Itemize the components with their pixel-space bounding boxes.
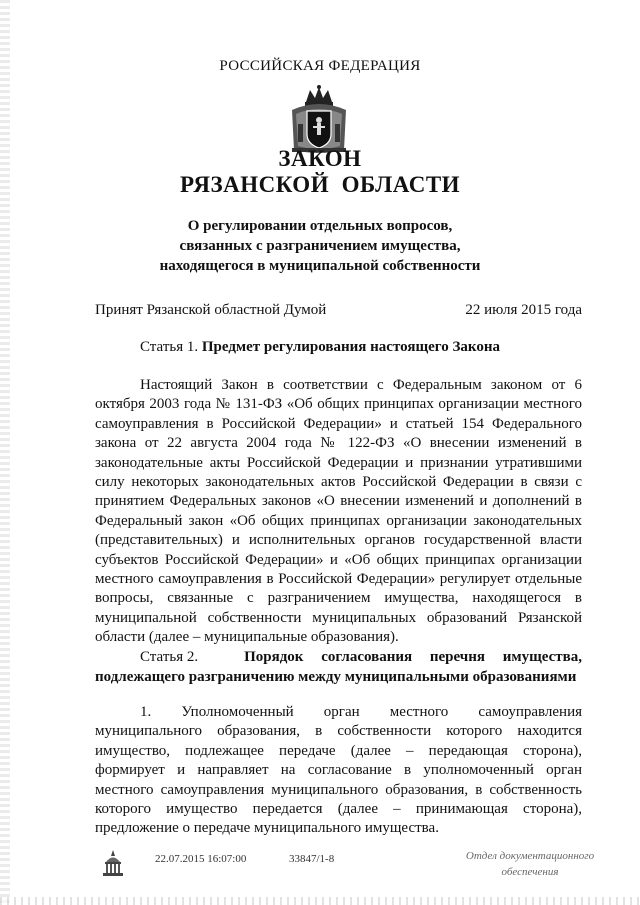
article-label: Статья 2. (140, 649, 199, 665)
scan-edge-bottom (0, 897, 640, 905)
subject-line: О регулировании отдельных вопросов, (187, 218, 453, 234)
footer-datetime: 22.07.2015 16:07:00 (155, 853, 247, 865)
article-2-clause-1: 1. Уполномоченный орган местного самоуправления муниципального образования, в собственности которого находится имущество, подлежащее передаче (далее – передающая сторона), формирует и направляет на согласование в уполномоченный орган местного самоуправления муниципального образования, в собственность которого имущество передается (далее – принимающая сторона), предложение о передаче муниципального имущества. (95, 704, 582, 837)
footer-doc-number: 33847/1-8 (289, 853, 335, 865)
article-2-heading (95, 647, 582, 687)
article-label: Статья 1. (140, 339, 202, 355)
country-heading: РОССИЙСКАЯ ФЕДЕРАЦИЯ (219, 58, 421, 74)
article-title-part2: подлежащего разграничению между муниципальными образованиями (95, 669, 577, 685)
law-subject (0, 216, 640, 276)
article-title: Предмет регулирования настоящего Закона (201, 339, 500, 355)
law-title (0, 146, 640, 198)
stamp-line: Отдел документационного (465, 850, 595, 862)
article-1-text: Настоящий Закон в соответствии с Федеральным законом от 6 октября 2003 года № 131-ФЗ «Об общих принципах организации местного самоуправления в Российской Федерации» и статьей 154 Федерального закона от 22 августа 2004 года № 122-ФЗ «О внесении изменений в законодательные акты Российской Федерации и признании утратившими силу некоторых законодательных актов Российской Федерации в связи с принятием Федеральных законов «О внесении изменений и дополнений в Федеральный закон «Об общих принципах организации законодательных (представительных) и исполнительных органов государственной власти субъектов Российской Федерации» и «Об общих принципах организации местного самоуправления в Российской Федерации» регулирует отдельные вопросы, связанные с разграничением имущества, находящегося в муниципальной собственности муниципальных образований Рязанской области (далее – муниципальные образования). (95, 377, 582, 646)
office-stamp (440, 848, 620, 880)
subject-line: связанных с разграничением имущества, (179, 238, 461, 254)
law-title-line: ЗАКОН (278, 146, 362, 171)
article-title-part1: Порядок согласования перечня имущества, (244, 649, 582, 665)
adopted-by: Принят Рязанской областной Думой (95, 302, 327, 318)
adoption-date: 22 июля 2015 года (465, 302, 582, 318)
article-1-heading (95, 337, 582, 357)
law-title-region: РЯЗАНСКОЙ ОБЛАСТИ (179, 172, 461, 197)
scan-edge-left (0, 0, 10, 905)
subject-line: находящегося в муниципальной собственности (159, 258, 481, 274)
duma-building-icon (100, 848, 126, 878)
adoption-line (95, 302, 582, 319)
stamp-line: обеспечения (501, 866, 559, 878)
